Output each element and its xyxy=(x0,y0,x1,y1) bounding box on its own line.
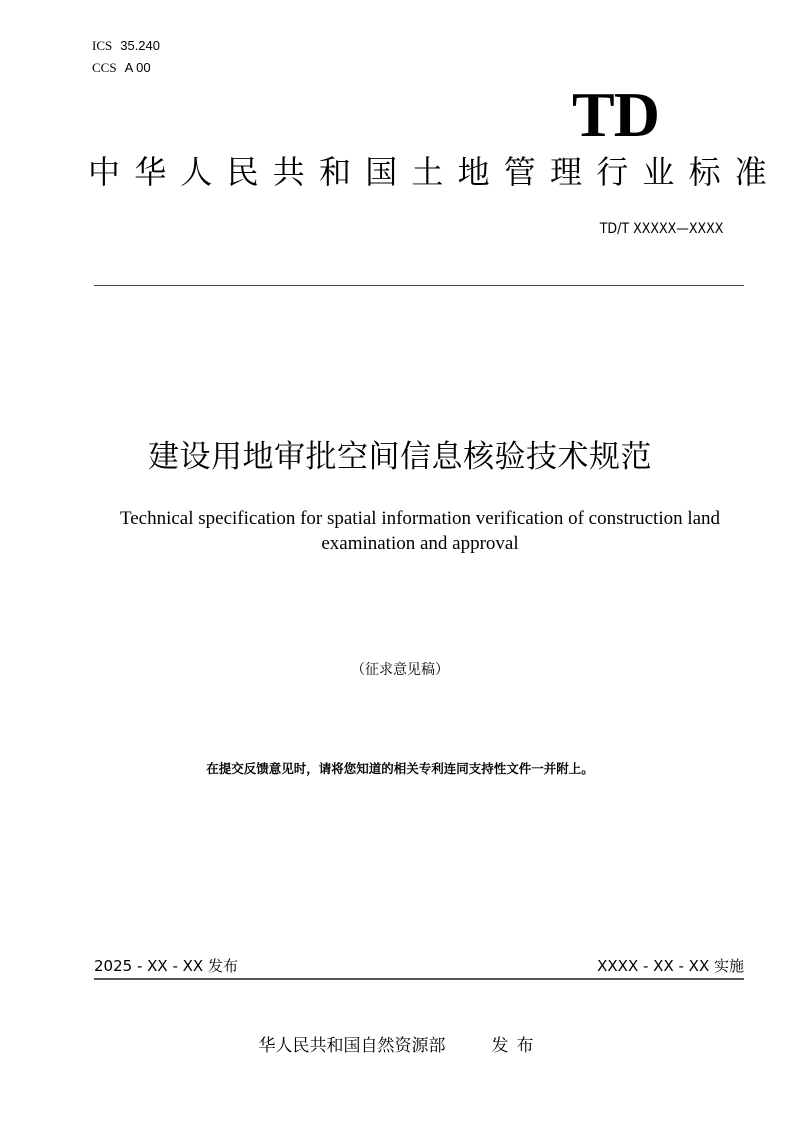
ccs-classification xyxy=(92,60,151,76)
ics-label: ICS xyxy=(92,38,113,53)
publisher-line xyxy=(0,1034,800,1058)
ccs-label: CCS xyxy=(92,60,117,75)
patent-notice: 在提交反馈意见时，请将您知道的相关专利连同支持性文件一并附上。 xyxy=(206,761,594,776)
publish-verb: 发布 xyxy=(491,1036,542,1056)
issue-date: 2025 - XX - XX 发布 xyxy=(94,957,238,975)
document-title-english: Technical specification for spatial information verification of construction land examination and approval xyxy=(119,508,721,554)
td-logo: TD xyxy=(572,79,659,150)
ics-code: 35.240 xyxy=(120,38,160,53)
standard-type-heading: 中华人民共和国土地管理行业标准 xyxy=(88,153,782,191)
ccs-code: A 00 xyxy=(124,60,151,75)
document-title-chinese: 建设用地审批空间信息核验技术规范 xyxy=(148,439,652,475)
draft-status-label: （征求意见稿） xyxy=(351,662,449,678)
implementation-date: XXXX - XX - XX 实施 xyxy=(597,957,744,975)
ics-classification xyxy=(92,38,160,54)
bottom-divider xyxy=(94,978,744,980)
publisher-name: 华人民共和国自然资源部 xyxy=(258,1036,446,1056)
standard-code: TD/T XXXXX—XXXX xyxy=(599,221,723,237)
top-divider xyxy=(94,285,744,286)
